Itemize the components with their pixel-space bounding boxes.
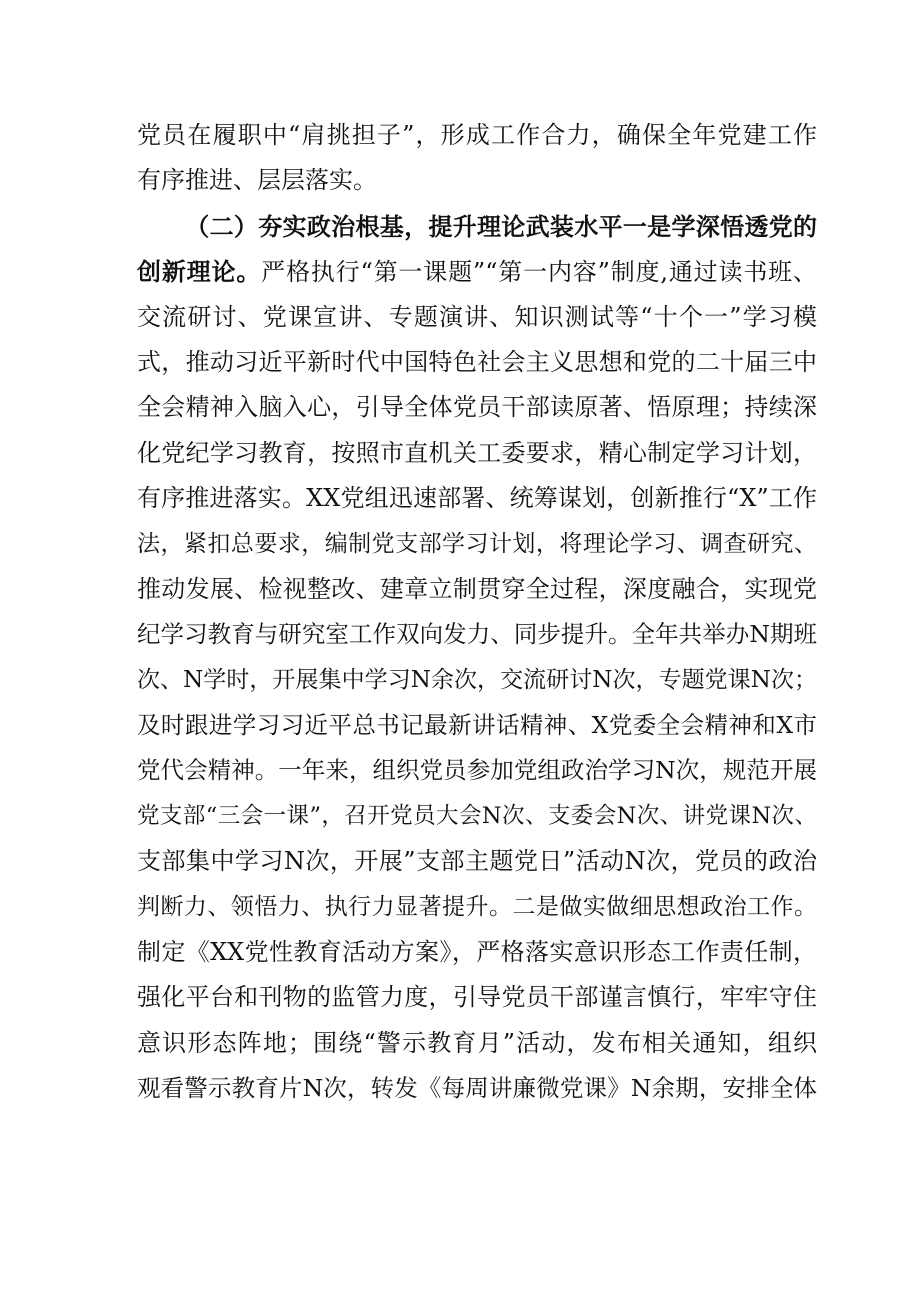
text-run: 党支部“三会一课”，召开党员大会N次、支委会N次、讲党课N次、 bbox=[137, 802, 817, 829]
text-run: 制定《XX党性教育活动方案》，严格落实意识形态工作责任制， bbox=[137, 938, 817, 967]
text-run: 法，紧扣总要求，编制党支部学习计划，将理论学习、调查研究、 bbox=[137, 530, 817, 557]
text-run: 及时跟进学习习近平总书记最新讲话精神、X党委全会精神和X市 bbox=[137, 711, 817, 740]
text-run: 严格执行“第一课题”“第一内容”制度,通过读书班、 bbox=[261, 258, 817, 287]
text-run: 式，推动习近平新时代中国特色社会主义思想和党的二十届三中 bbox=[137, 347, 817, 376]
text-line bbox=[137, 839, 817, 884]
text-line bbox=[137, 748, 817, 793]
text-run: 次、N学时，开展集中学习N余次，交流研讨N次，专题党课N次； bbox=[137, 666, 817, 693]
text-run: 交流研讨、党课宣讲、专题演讲、知识测试等“十个一”学习模 bbox=[137, 302, 817, 331]
text-line bbox=[137, 1021, 817, 1066]
text-line bbox=[137, 612, 817, 657]
text-run: 推动发展、检视整改、建章立制贯穿全过程，深度融合，实现党 bbox=[137, 574, 817, 603]
text-run: 党代会精神。一年来，组织党员参加党组政治学习N次，规范开展 bbox=[137, 756, 817, 785]
text-line bbox=[137, 249, 817, 294]
text-line bbox=[137, 567, 817, 612]
text-run: 党员在履职中“肩挑担子”，形成工作合力，确保全年党建工作 bbox=[137, 121, 817, 149]
text-run: 判断力、领悟力、执行力显著提升。二是做实做细思想政治工作。 bbox=[137, 893, 817, 920]
text-line bbox=[137, 885, 817, 930]
text-line bbox=[137, 1066, 817, 1111]
text-run: 支部集中学习N次，开展”支部主题党日”活动N次，党员的政治 bbox=[137, 847, 817, 876]
text-line bbox=[137, 385, 817, 430]
text-line bbox=[137, 340, 817, 385]
text-line bbox=[137, 295, 817, 340]
text-line bbox=[137, 658, 817, 703]
text-line bbox=[137, 975, 817, 1020]
section-heading-continuation: 创新理论。 bbox=[137, 257, 262, 287]
section-heading-line bbox=[137, 204, 817, 249]
text-run: 纪学习教育与研究室工作双向发力、同步提升。全年共举办N期班 bbox=[137, 620, 817, 649]
text-line bbox=[137, 476, 817, 521]
text-run: 全会精神入脑入心，引导全体党员干部读原著、悟原理；持续深 bbox=[137, 393, 817, 422]
text-line bbox=[137, 113, 817, 158]
text-line bbox=[137, 158, 817, 203]
text-run: 有序推进、层层落实。 bbox=[137, 166, 377, 195]
text-run: 有序推进落实。XX党组迅速部署、统筹谋划，创新推行“X”工作 bbox=[137, 484, 817, 513]
text-line bbox=[137, 522, 817, 567]
text-run: 强化平台和刊物的监管力度，引导党员干部谨言慎行，牢牢守住 bbox=[137, 983, 817, 1012]
text-line bbox=[137, 794, 817, 839]
section-heading: （二）夯实政治根基，提升理论武装水平一是学深悟透党的 bbox=[185, 211, 817, 241]
text-run: 意识形态阵地；围绕“警示教育月”活动，发布相关通知，组织 bbox=[137, 1028, 817, 1057]
text-line bbox=[137, 431, 817, 476]
text-run: 化党纪学习教育，按照市直机关工委要求，精心制定学习计划， bbox=[137, 438, 817, 467]
text-line bbox=[137, 930, 817, 975]
document-body bbox=[137, 113, 817, 1112]
text-line bbox=[137, 703, 817, 748]
text-run: 观看警示教育片N次，转发《每周讲廉微党课》N余期，安排全体 bbox=[137, 1074, 817, 1103]
